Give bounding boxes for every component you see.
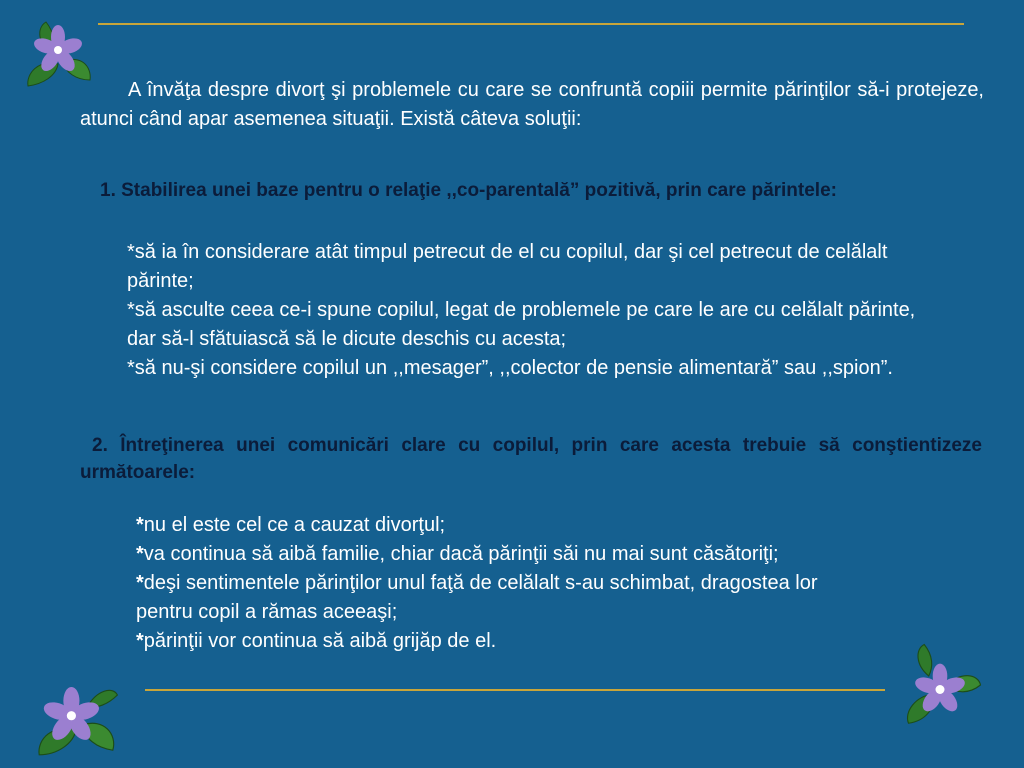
list-item-text: deşi sentimentele părinţilor unul faţă de celălalt s-au schimbat, dragostea lor pentru copil a rămas aceeaşi; bbox=[136, 572, 818, 623]
periwinkle-flower-icon bbox=[895, 640, 985, 730]
section2-list bbox=[136, 511, 876, 656]
bullet-asterisk: * bbox=[136, 572, 144, 594]
list-item: *să ia în considerare atât timpul petrecut de el cu copilul, dar şi cel petrecut de celălalt părinte; bbox=[127, 241, 888, 292]
section2-heading: 2. Întreţinerea unei comunicări clare cu copilul, prin care acesta trebuie să conştientizeze următoarele: bbox=[80, 435, 982, 483]
periwinkle-flower-icon bbox=[30, 672, 122, 764]
list-item-text: părinţii vor continua să aibă grijăp de el. bbox=[143, 630, 497, 652]
intro-paragraph: A învăţa despre divorţ şi problemele cu care se confruntă copiii permite părinţilor să-i protejeze, atunci când apar asemenea situaţii. Există câteva soluţii: bbox=[80, 79, 984, 130]
list-item bbox=[136, 540, 876, 569]
bullet-asterisk: * bbox=[136, 630, 144, 652]
top-gold-rule bbox=[98, 23, 964, 25]
list-item bbox=[136, 569, 876, 627]
list-item bbox=[136, 511, 876, 540]
bullet-asterisk: * bbox=[136, 543, 144, 565]
section1-heading: 1. Stabilirea unei baze pentru o relaţie ,,co-parentală” pozitivă, prin care părintele: bbox=[100, 180, 837, 201]
list-item: *să nu-şi considere copilul un ,,mesager”, ,,colector de pensie alimentară” sau ,,spion”. bbox=[127, 357, 893, 379]
list-item-text: va continua să aibă familie, chiar dacă părinţii săi nu mai sunt căsătoriţi; bbox=[143, 543, 779, 565]
bottom-gold-rule bbox=[145, 689, 885, 691]
list-item: *să asculte ceea ce-i spune copilul, legat de problemele pe care le are cu celălalt părinte, dar să-l sfătuiască să le dicute deschis cu acesta; bbox=[127, 299, 916, 350]
bullet-asterisk: * bbox=[136, 514, 144, 536]
list-item-text: nu el este cel ce a cauzat divorţul; bbox=[143, 514, 446, 536]
list-item bbox=[136, 627, 876, 656]
section1-list bbox=[127, 238, 937, 383]
